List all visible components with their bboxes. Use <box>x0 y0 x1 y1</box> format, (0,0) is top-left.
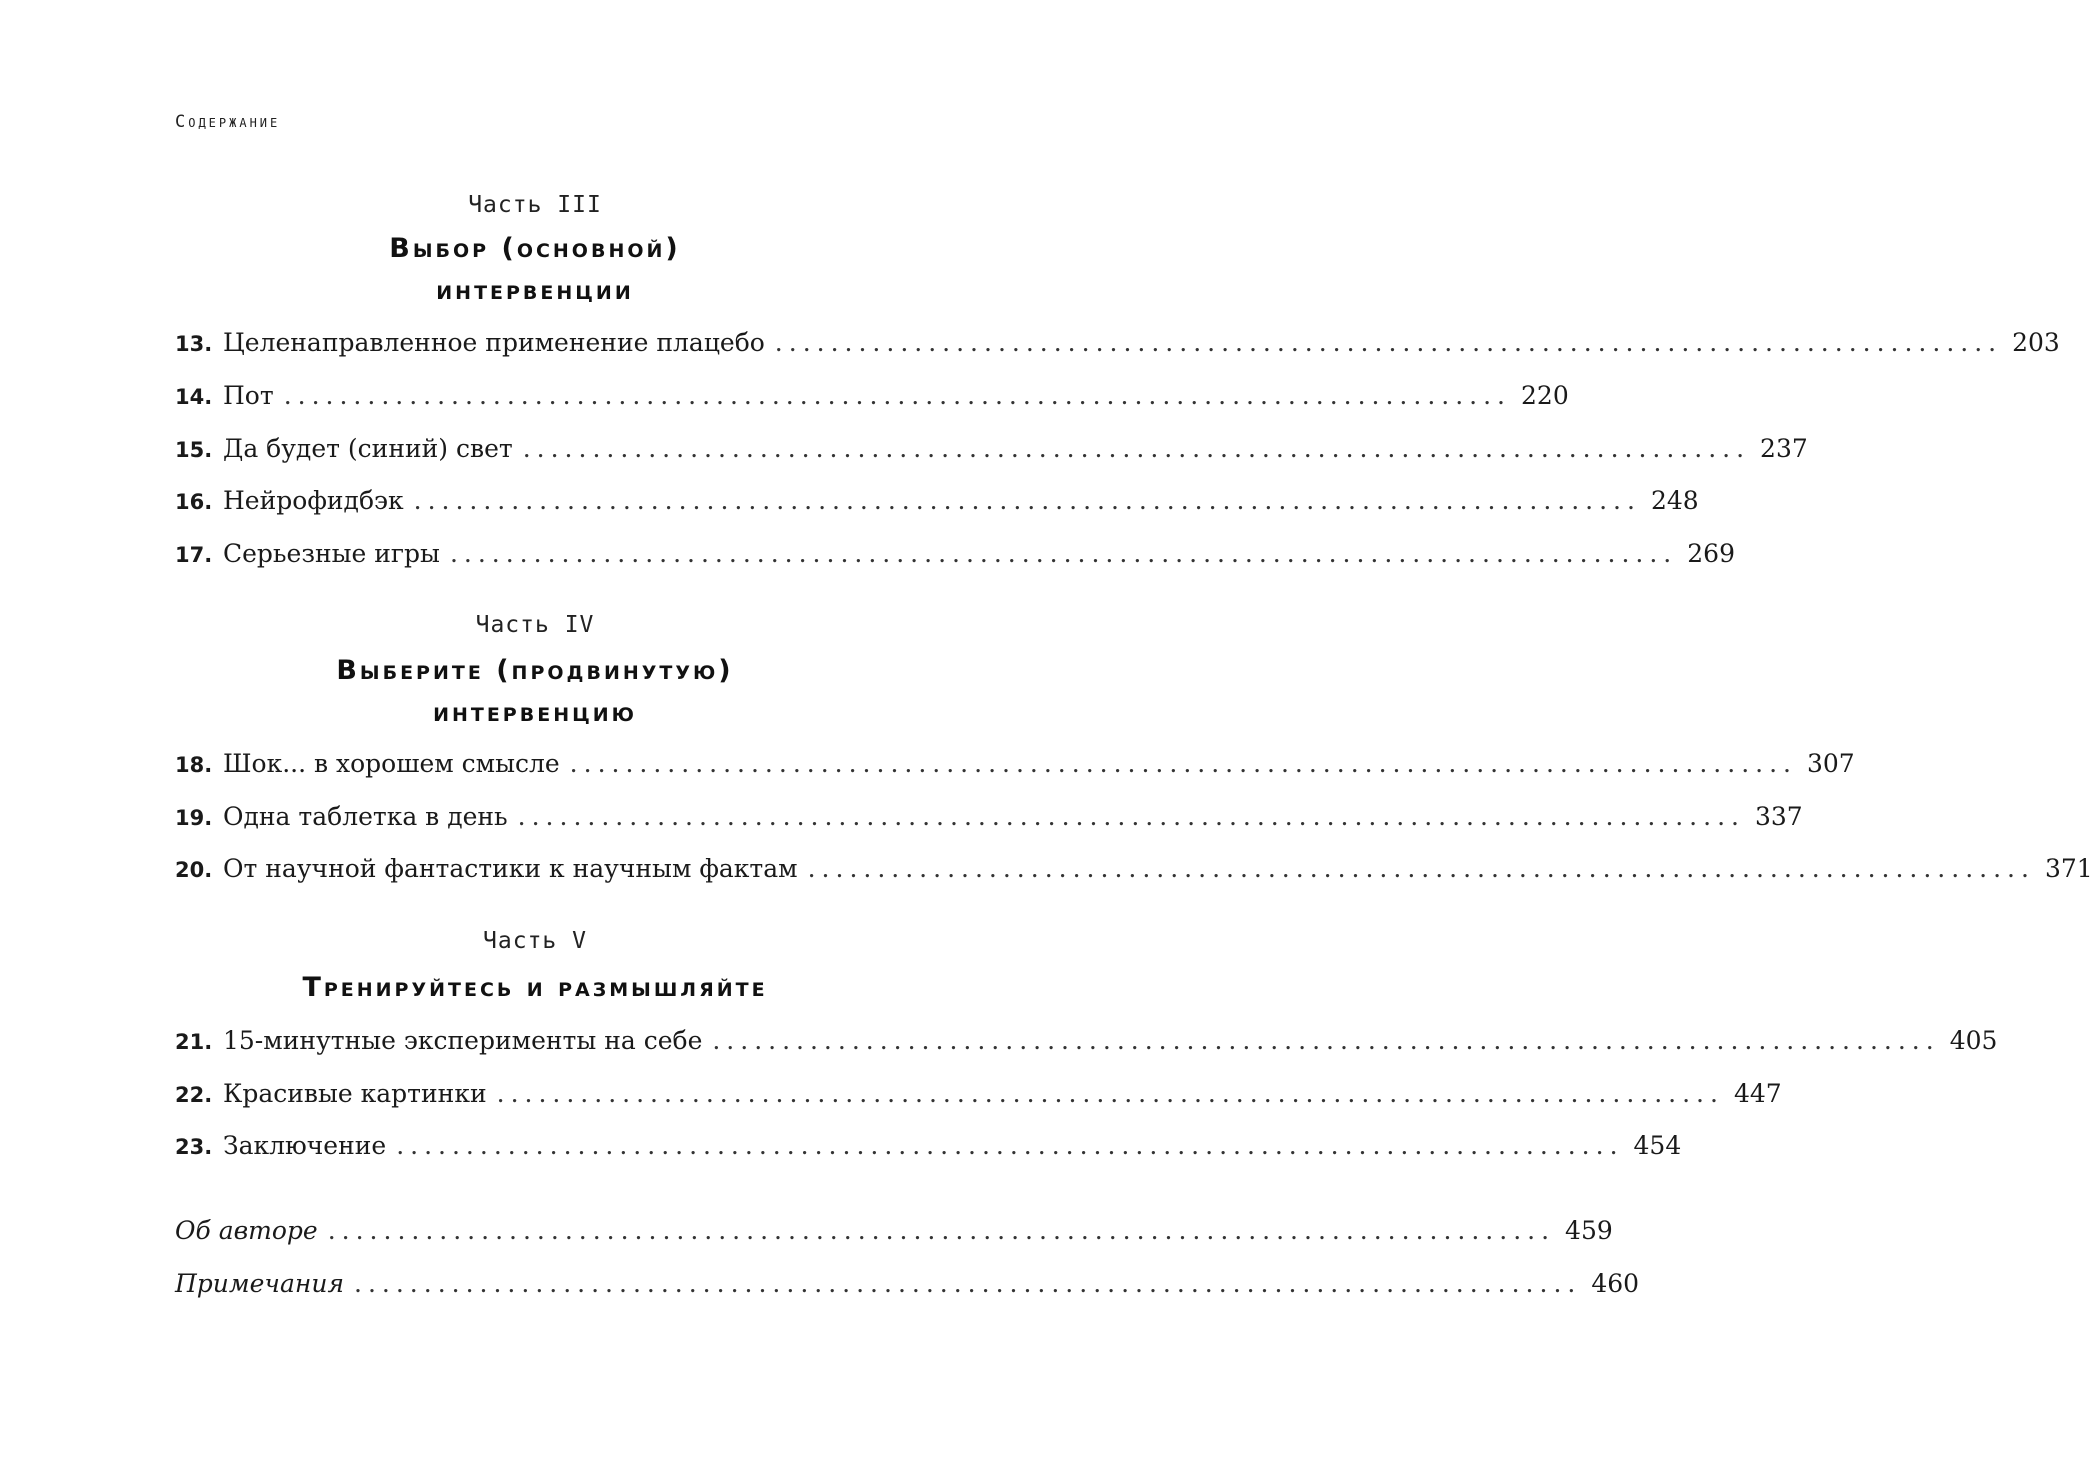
toc-entry-number: 18. <box>175 753 213 777</box>
part-3-label: Часть III <box>468 192 602 218</box>
toc-entry-page: 405 <box>1949 1026 1998 1055</box>
toc-entry-15[interactable] <box>175 431 1808 467</box>
toc-entry-page: 337 <box>1754 802 1803 831</box>
toc-leader-dots: ........................................................................................ <box>774 328 2003 357</box>
toc-leader-dots: ........................................................................................ <box>517 802 1745 831</box>
toc-entry-page: 307 <box>1807 749 1855 778</box>
toc-leader-dots: ........................................................................................ <box>413 486 1641 515</box>
toc-entry-title: 15-минутные эксперименты на себе <box>223 1026 703 1055</box>
part-4-title-line1: Выберите (продвинутую) <box>336 655 734 686</box>
part-4-title-line2: интервенцию <box>433 697 637 728</box>
toc-entry-page: 454 <box>1633 1131 1682 1160</box>
toc-entry-title: Целенаправленное применение плацебо <box>223 328 765 357</box>
toc-leader-dots: ........................................................................................ <box>327 1216 1556 1245</box>
toc-entry-21[interactable] <box>175 1023 1998 1059</box>
toc-entry-title: Пот <box>223 381 274 410</box>
toc-entry-notes[interactable] <box>175 1266 1640 1302</box>
toc-entry-page: 248 <box>1650 486 1699 515</box>
toc-entry-title: Нейрофидбэк <box>223 486 404 515</box>
part-3-title-line2: интервенции <box>436 275 634 306</box>
toc-leader-dots: ........................................................................................ <box>283 381 1512 410</box>
toc-leader-dots: ........................................................................................ <box>522 434 1751 463</box>
toc-entry-22[interactable] <box>175 1076 1782 1112</box>
toc-entry-number: 16. <box>175 490 213 514</box>
toc-entry-number: 21. <box>175 1030 213 1054</box>
toc-entry-23[interactable] <box>175 1128 1682 1164</box>
toc-entry-title: Да будет (синий) свет <box>223 434 513 463</box>
toc-leader-dots: ........................................................................................ <box>712 1026 1940 1055</box>
toc-leader-dots: ........................................................................................ <box>449 539 1678 568</box>
part-5-title-line1: Тренируйтесь и размышляйте <box>302 972 768 1003</box>
toc-entry-19[interactable] <box>175 799 1803 835</box>
toc-entry-number: 13. <box>175 332 213 356</box>
toc-entry-about-author[interactable] <box>175 1213 1613 1249</box>
toc-entry-page: 371 <box>2044 854 2093 883</box>
running-head: Содержание <box>175 112 281 132</box>
toc-leader-dots: ........................................................................................ <box>396 1131 1624 1160</box>
toc-entry-16[interactable] <box>175 483 1699 519</box>
toc-entry-title: Одна таблетка в день <box>223 802 508 831</box>
toc-entry-number: 15. <box>175 438 213 462</box>
toc-entry-18[interactable] <box>175 746 1855 782</box>
toc-entry-14[interactable] <box>175 378 1569 414</box>
toc-entry-page: 237 <box>1760 434 1808 463</box>
toc-entry-number: 23. <box>175 1135 213 1159</box>
part-4-label: Часть IV <box>475 612 595 638</box>
toc-entry-number: 22. <box>175 1083 213 1107</box>
toc-entry-page: 459 <box>1565 1216 1613 1245</box>
toc-leader-dots: ........................................................................................ <box>569 749 1797 778</box>
toc-entry-number: 14. <box>175 385 213 409</box>
toc-entry-17[interactable] <box>175 536 1735 572</box>
toc-entry-number: 20. <box>175 858 213 882</box>
toc-entry-page: 447 <box>1733 1079 1782 1108</box>
part-3-title-line1: Выбор (основной) <box>389 233 681 264</box>
toc-entry-title: Шок... в хорошем смысле <box>223 749 560 778</box>
toc-entry-page: 460 <box>1591 1269 1640 1298</box>
toc-entry-title: Об авторе <box>175 1216 318 1245</box>
toc-entry-20[interactable] <box>175 851 2093 887</box>
toc-entry-page: 269 <box>1687 539 1735 568</box>
toc-entry-title: Примечания <box>175 1269 345 1298</box>
toc-entry-number: 19. <box>175 806 213 830</box>
toc-entry-title: Серьезные игры <box>223 539 440 568</box>
toc-entry-title: Красивые картинки <box>223 1079 487 1108</box>
toc-entry-13[interactable] <box>175 325 2060 361</box>
toc-leader-dots: ........................................................................................ <box>354 1269 1582 1298</box>
part-5-label: Часть V <box>483 928 587 954</box>
toc-leader-dots: ........................................................................................ <box>807 854 2035 883</box>
toc-entry-number: 17. <box>175 543 213 567</box>
toc-entry-title: От научной фантастики к научным фактам <box>223 854 798 883</box>
toc-entry-page: 203 <box>2012 328 2060 357</box>
toc-entry-title: Заключение <box>223 1131 387 1160</box>
toc-entry-page: 220 <box>1521 381 1569 410</box>
toc-leader-dots: ........................................................................................ <box>496 1079 1724 1108</box>
